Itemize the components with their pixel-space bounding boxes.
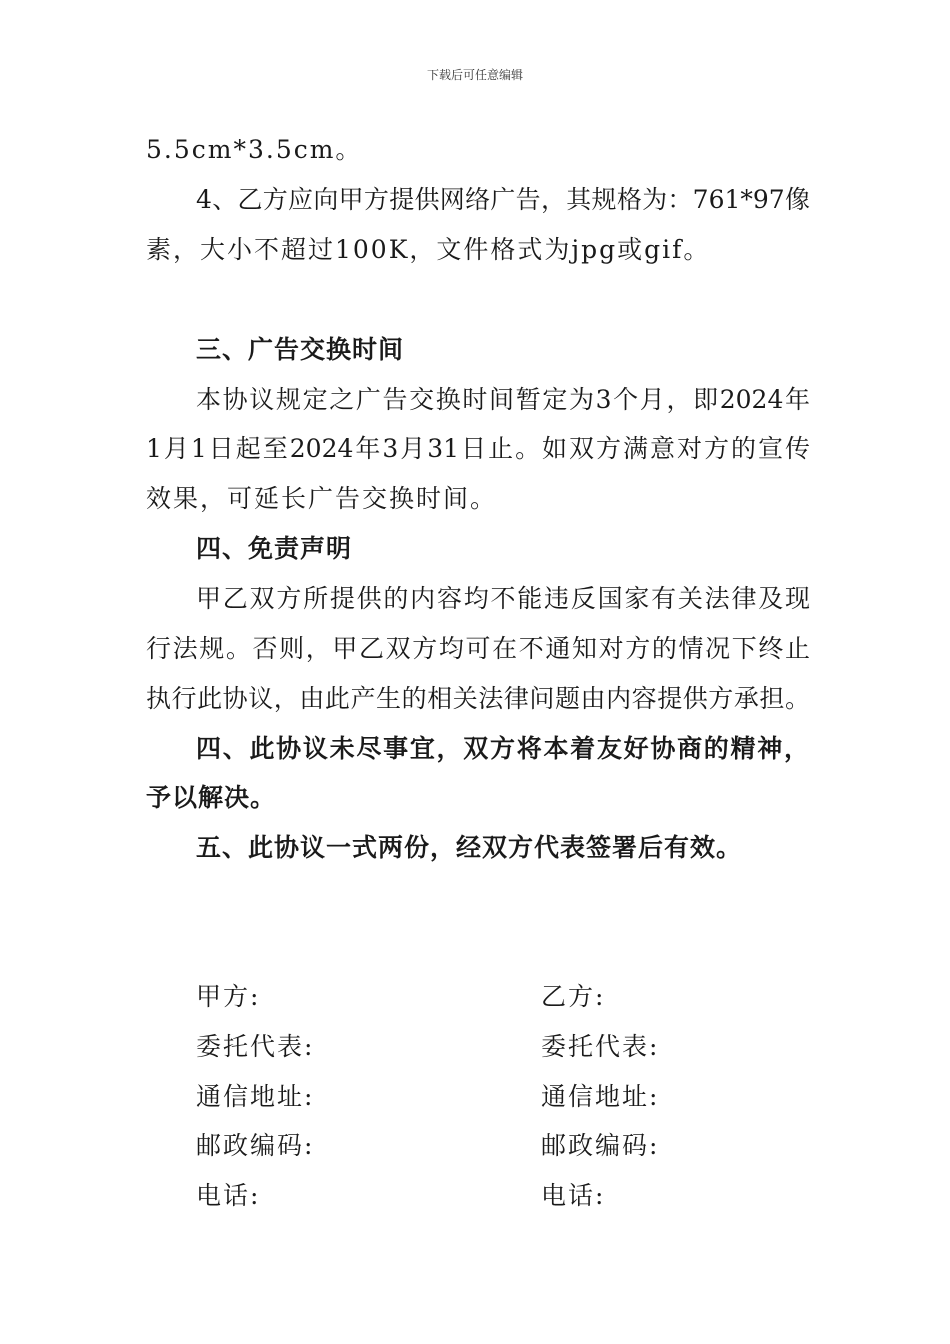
party-b-postcode: 邮政编码: — [541, 1131, 660, 1160]
section3-line-3: 效果，可延长广告交换时间。 — [146, 484, 498, 513]
party-a-address: 通信地址: — [196, 1082, 315, 1111]
body-line-2: 4、乙方应向甲方提供网络广告，其规格为：761*97像 — [196, 185, 810, 214]
body-line-1: 5.5cm*3.5cm。 — [146, 135, 363, 164]
section4-line-1: 甲乙双方所提供的内容均不能违反国家有关法律及现 — [196, 584, 810, 613]
clause4b-line-1: 四、此协议未尽事宜，双方将本着友好协商的精神， — [196, 734, 810, 763]
party-b-representative: 委托代表: — [541, 1032, 660, 1061]
party-a-phone: 电话: — [196, 1181, 261, 1210]
section4-heading: 四、免责声明 — [196, 534, 353, 563]
body-line-3: 素，大小不超过100K，文件格式为jpg或gif。 — [146, 235, 711, 264]
section3-heading: 三、广告交换时间 — [196, 335, 405, 364]
party-a-representative: 委托代表: — [196, 1032, 315, 1061]
party-b-label: 乙方: — [541, 982, 606, 1011]
section3-line-1: 本协议规定之广告交换时间暂定为3个月，即2024年 — [196, 385, 810, 414]
party-b-phone: 电话: — [541, 1181, 606, 1210]
page-header-note: 下载后可任意编辑 — [426, 68, 523, 82]
section4-line-3: 执行此协议，由此产生的相关法律问题由内容提供方承担。 — [146, 684, 810, 713]
section4-line-2: 行法规。否则，甲乙双方均可在不通知对方的情况下终止 — [146, 634, 810, 663]
party-a-label: 甲方: — [196, 982, 261, 1011]
clause4b-line-2: 予以解决。 — [146, 783, 277, 812]
party-b-address: 通信地址: — [541, 1082, 660, 1111]
section3-line-2: 1月1日起至2024年3月31日止。如双方满意对方的宣传 — [146, 434, 810, 463]
party-a-postcode: 邮政编码: — [196, 1131, 315, 1160]
clause5-line: 五、此协议一式两份，经双方代表签署后有效。 — [196, 833, 743, 862]
